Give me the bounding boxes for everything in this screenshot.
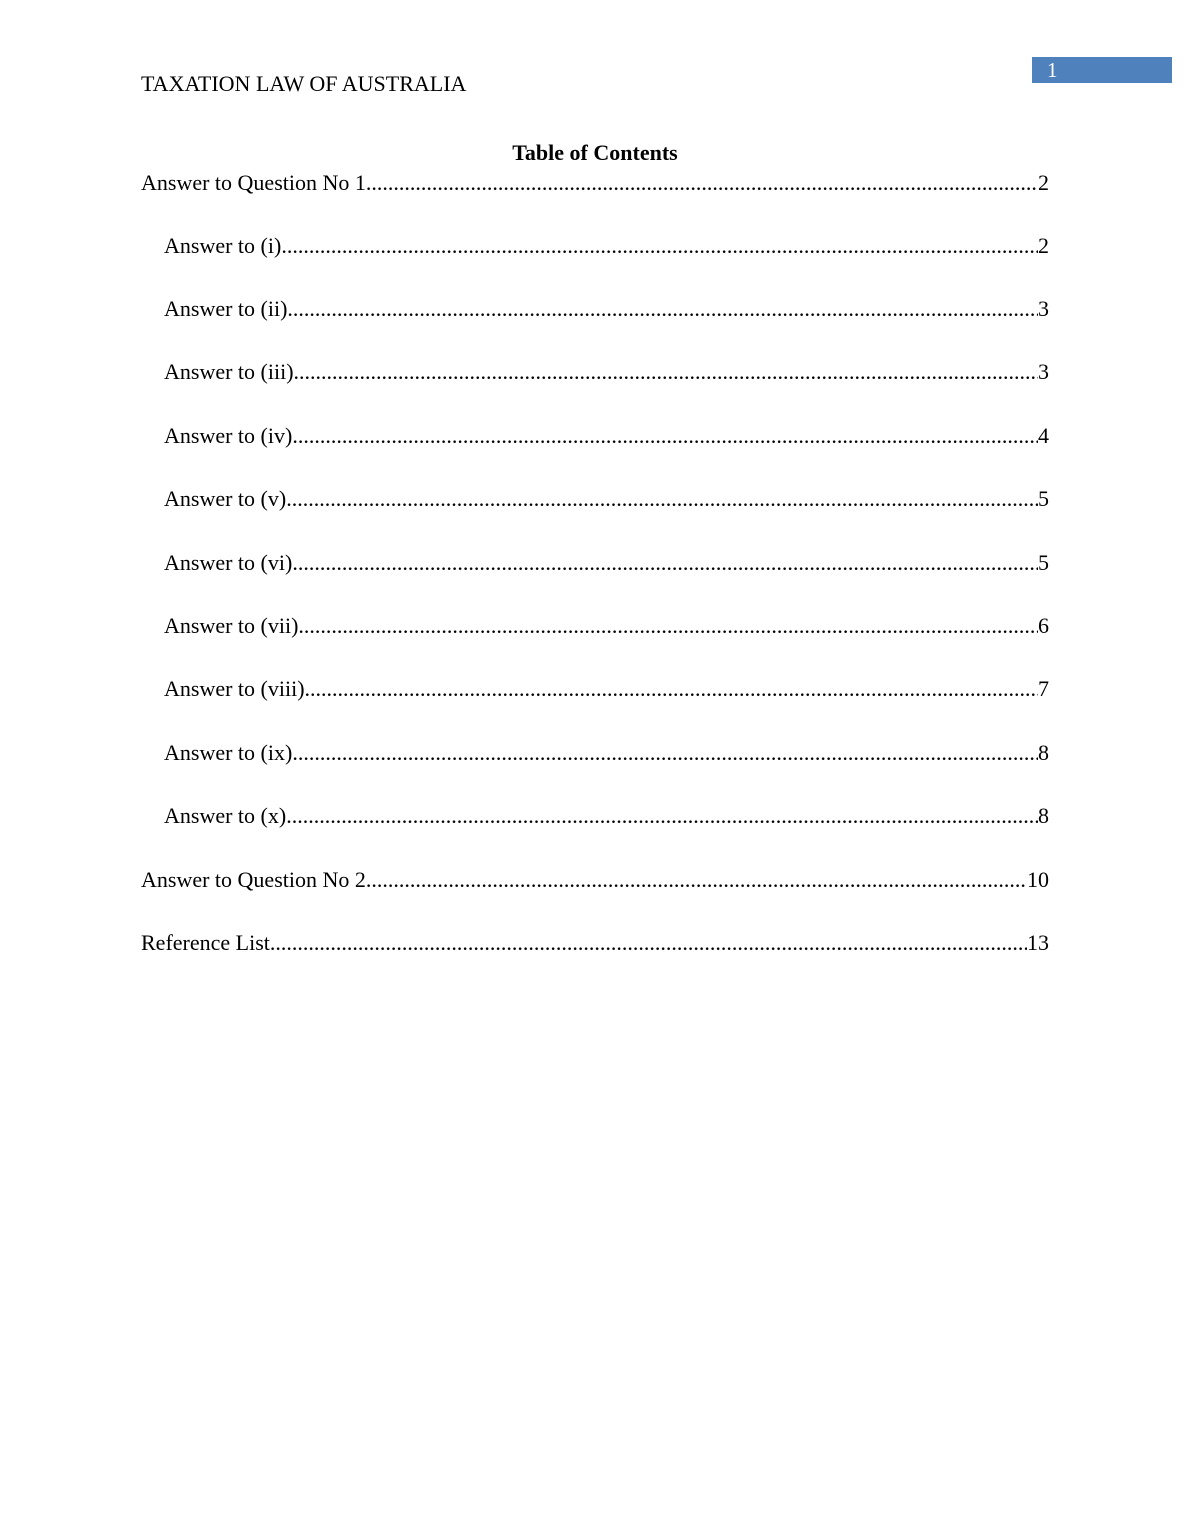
toc-dot-leader (292, 549, 1038, 577)
toc-dot-leader (294, 358, 1038, 386)
toc-dot-leader (305, 675, 1038, 703)
toc-dot-leader (286, 485, 1038, 513)
toc-entry-label: Answer to (iv) (164, 423, 293, 448)
toc-entry-answer-i[interactable] (164, 232, 1049, 260)
toc-entry-page: 2 (1038, 170, 1049, 195)
toc-entry-label: Answer to Question No 2 (141, 867, 366, 892)
toc-entry-answer-ii[interactable] (164, 295, 1049, 323)
toc-entry-answer-x[interactable] (164, 802, 1049, 830)
toc-entry-page: 3 (1038, 296, 1049, 321)
toc-entry-answer-iv[interactable] (164, 422, 1049, 450)
page-number: 1 (1047, 58, 1058, 82)
toc-dot-leader (286, 802, 1038, 830)
toc-entry-page: 7 (1038, 676, 1049, 701)
toc-entry-answer-vii[interactable] (164, 612, 1049, 640)
toc-entry-page: 10 (1027, 867, 1049, 892)
toc-entry-reference-list[interactable] (141, 929, 1049, 957)
toc-dot-leader (298, 612, 1038, 640)
toc-entry-label: Reference List (141, 930, 270, 955)
toc-entry-answer-iii[interactable] (164, 358, 1049, 386)
toc-entry-page: 8 (1038, 803, 1049, 828)
toc-entry-page: 13 (1027, 930, 1049, 955)
toc-entry-page: 4 (1038, 423, 1049, 448)
page-number-badge (1032, 57, 1172, 83)
toc-entry-question-2[interactable] (141, 866, 1049, 894)
toc-entry-answer-ix[interactable] (164, 739, 1049, 767)
toc-dot-leader (270, 929, 1027, 957)
running-header-title: TAXATION LAW OF AUSTRALIA (141, 71, 467, 96)
toc-entry-page: 2 (1038, 233, 1049, 258)
toc-entry-label: Answer to (v) (164, 486, 287, 511)
toc-entry-label: Answer to Question No 1 (141, 170, 366, 195)
toc-dot-leader (287, 295, 1038, 323)
toc-dot-leader (292, 739, 1038, 767)
toc-dot-leader (292, 422, 1038, 450)
toc-dot-leader (366, 169, 1038, 197)
toc-entry-label: Answer to (x) (164, 803, 287, 828)
toc-entry-page: 5 (1038, 486, 1049, 511)
toc-entry-label: Answer to (vi) (164, 550, 293, 575)
toc-entry-label: Answer to (viii) (164, 676, 305, 701)
toc-dot-leader (366, 866, 1027, 894)
toc-entry-label: Answer to (i) (164, 233, 282, 258)
toc-title: Table of Contents (512, 140, 678, 165)
toc-entry-answer-viii[interactable] (164, 675, 1049, 703)
toc-dot-leader (281, 232, 1038, 260)
toc-entry-page: 3 (1038, 359, 1049, 384)
toc-entry-answer-vi[interactable] (164, 549, 1049, 577)
toc-entry-label: Answer to (vii) (164, 613, 299, 638)
toc-entry-question-1[interactable] (141, 169, 1049, 197)
toc-entry-page: 8 (1038, 740, 1049, 765)
toc-entry-label: Answer to (ii) (164, 296, 288, 321)
toc-entry-label: Answer to (iii) (164, 359, 294, 384)
toc-entry-page: 6 (1038, 613, 1049, 638)
toc-entry-answer-v[interactable] (164, 485, 1049, 513)
toc-entry-page: 5 (1038, 550, 1049, 575)
toc-entry-label: Answer to (ix) (164, 740, 293, 765)
